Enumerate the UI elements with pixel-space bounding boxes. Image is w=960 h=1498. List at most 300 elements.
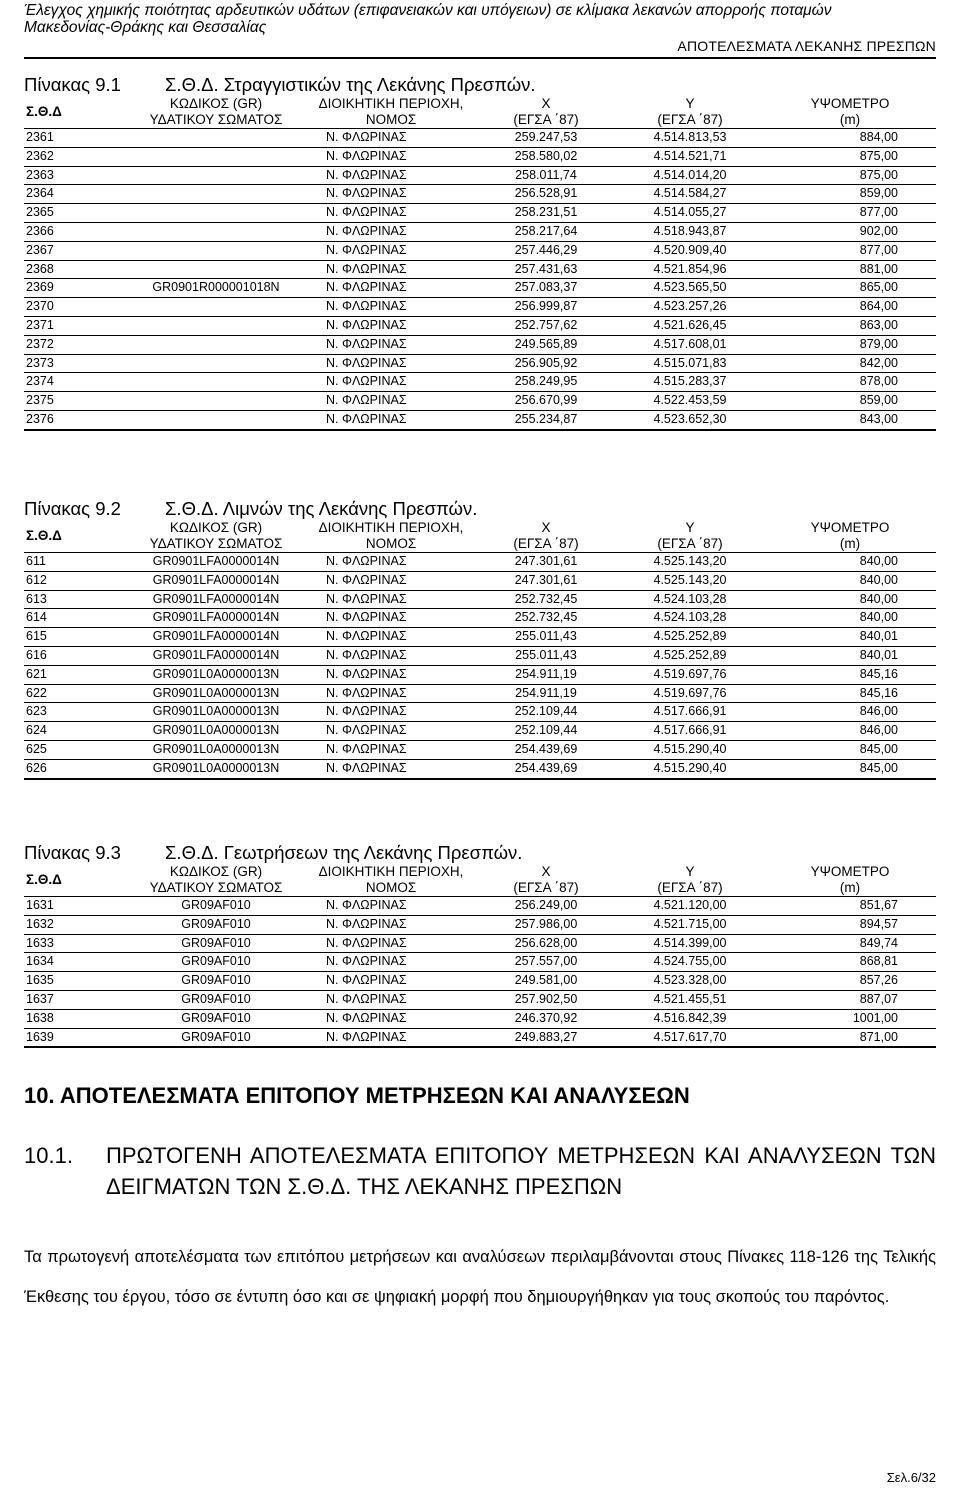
cell-altitude: 875,00 bbox=[859, 148, 898, 163]
cell-altitude: 849,74 bbox=[859, 935, 898, 950]
cell-x: 258.217,64 bbox=[514, 223, 578, 238]
cell-station: 2369 bbox=[26, 280, 54, 295]
table-caption-text: Σ.Θ.Δ. Στραγγιστικών της Λεκάνης Πρεσπών. bbox=[165, 74, 536, 95]
table-row bbox=[24, 185, 936, 204]
cell-region: Ν. ΦΛΩΡΙΝΑΣ bbox=[326, 741, 407, 756]
cell-region: Ν. ΦΛΩΡΙΝΑΣ bbox=[326, 411, 407, 426]
table-row bbox=[24, 410, 936, 429]
subsection-title: ΠΡΩΤΟΓΕΝΗ ΑΠΟΤΕΛΕΣΜΑΤΑ ΕΠΙΤΟΠΟΥ ΜΕΤΡΗΣΕΩΝ ΚΑΙ ΑΝΑΛΥΣΕΩΝ ΤΩΝ ΔΕΙΓΜΑΤΩΝ ΤΩΝ Σ.Θ.Δ. ΤΗΣ ΛΕΚΑΝΗΣ ΠΡΕΣΠΩΝ bbox=[106, 1143, 936, 1199]
cell-station: 2363 bbox=[26, 167, 54, 182]
cell-code: GR09AF010 bbox=[181, 1010, 251, 1025]
stations-table-lakes bbox=[24, 520, 936, 780]
cell-x: 256.249,00 bbox=[514, 898, 578, 912]
cell-y: 4.525.252,89 bbox=[653, 629, 727, 644]
cell-region: Ν. ΦΛΩΡΙΝΑΣ bbox=[326, 610, 407, 625]
cell-y: 4.519.697,76 bbox=[653, 666, 727, 681]
cell-station: 625 bbox=[26, 741, 47, 756]
cell-altitude: 851,67 bbox=[859, 898, 898, 912]
table-row bbox=[24, 972, 936, 991]
cell-x: 252.109,44 bbox=[514, 723, 578, 738]
table-caption bbox=[24, 74, 936, 96]
cell-region: Ν. ΦΛΩΡΙΝΑΣ bbox=[326, 223, 407, 238]
cell-altitude: 864,00 bbox=[859, 299, 898, 314]
cell-y: 4.517.617,70 bbox=[653, 1029, 727, 1044]
cell-y: 4.515.283,37 bbox=[653, 374, 727, 389]
cell-altitude: 842,00 bbox=[859, 355, 898, 370]
cell-x: 256.670,99 bbox=[514, 393, 578, 408]
column-header-code bbox=[126, 520, 306, 553]
cell-y: 4.525.143,20 bbox=[653, 572, 727, 587]
cell-station: 2371 bbox=[26, 317, 54, 332]
table-row bbox=[24, 316, 936, 335]
cell-altitude: 878,00 bbox=[859, 374, 898, 389]
document-header-subtitle: Μακεδονίας-Θράκης και Θεσσαλίας bbox=[24, 19, 267, 36]
cell-altitude: 840,01 bbox=[859, 647, 898, 662]
table-row bbox=[24, 934, 936, 953]
cell-code bbox=[126, 222, 306, 241]
cell-y: 4.524.755,00 bbox=[653, 954, 727, 969]
cell-y: 4.514.521,71 bbox=[653, 148, 727, 163]
header-line: X bbox=[541, 520, 551, 535]
column-header-x bbox=[476, 520, 616, 553]
cell-station: 622 bbox=[26, 685, 47, 700]
header-line: ΝΟΜΟΣ bbox=[365, 880, 417, 895]
column-header-code bbox=[126, 864, 306, 897]
cell-altitude: 884,00 bbox=[859, 130, 898, 144]
column-header-altitude bbox=[764, 520, 936, 553]
header-line: Σ.Θ.Δ bbox=[26, 104, 62, 119]
cell-altitude: 846,00 bbox=[859, 704, 898, 719]
cell-altitude: 865,00 bbox=[859, 280, 898, 295]
cell-altitude: 840,00 bbox=[859, 554, 898, 568]
body-paragraph: Τα πρωτογενή αποτελέσματα των επιτόπου μετρήσεων και αναλύσεων περιλαμβάνονται στους Πίνακες 118-126 της Τελικής Έκθεσης του έργου, τόσο σε έντυπη όσο και σε ψηφιακή μορφή που δημιουργήθηκαν για τους σκοπούς του παρόντος. bbox=[24, 1248, 936, 1306]
cell-y: 4.515.290,40 bbox=[653, 741, 727, 756]
cell-y: 4.518.943,87 bbox=[653, 223, 727, 238]
cell-region: Ν. ΦΛΩΡΙΝΑΣ bbox=[326, 1029, 407, 1044]
table-row bbox=[24, 628, 936, 647]
cell-code bbox=[126, 185, 306, 204]
header-line: ΔΙΟΙΚΗΤΙΚΗ ΠΕΡΙΟΧΗ, bbox=[318, 520, 464, 535]
cell-station: 2374 bbox=[26, 374, 54, 389]
table-row bbox=[24, 665, 936, 684]
cell-code: GR09AF010 bbox=[181, 991, 251, 1006]
header-line: ΚΩΔΙΚΟΣ (GR) bbox=[169, 864, 263, 879]
document-header-title: Έλεγχος χημικής ποιότητας αρδευτικών υδάτων (επιφανειακών και υπόγειων) σε κλίμακα λεκανών απορροής ποταμών bbox=[24, 2, 832, 19]
column-header-y bbox=[616, 96, 764, 129]
table-row bbox=[24, 990, 936, 1009]
table-row bbox=[24, 759, 936, 778]
table-number: Πίνακας 9.3 bbox=[24, 842, 121, 863]
cell-x: 257.446,29 bbox=[514, 242, 578, 257]
header-line: Σ.Θ.Δ bbox=[26, 528, 62, 543]
cell-code: GR0901LFA0000014N bbox=[152, 610, 280, 625]
cell-y: 4.523.257,26 bbox=[653, 299, 727, 314]
cell-region: Ν. ΦΛΩΡΙΝΑΣ bbox=[326, 935, 407, 950]
cell-y: 4.514.014,20 bbox=[653, 167, 727, 182]
cell-x: 256.628,00 bbox=[514, 935, 578, 950]
cell-y: 4.524.103,28 bbox=[653, 610, 727, 625]
subsection-heading bbox=[24, 1140, 936, 1199]
cell-altitude: 843,00 bbox=[859, 411, 898, 426]
cell-x: 249.883,27 bbox=[514, 1029, 578, 1044]
cell-altitude: 845,00 bbox=[859, 760, 898, 775]
column-header-altitude bbox=[764, 96, 936, 129]
cell-station: 614 bbox=[26, 610, 47, 625]
cell-station: 2367 bbox=[26, 242, 54, 257]
cell-x: 258.580,02 bbox=[514, 148, 578, 163]
column-header-x bbox=[476, 96, 616, 129]
cell-region: Ν. ΦΛΩΡΙΝΑΣ bbox=[326, 167, 407, 182]
cell-station: 624 bbox=[26, 723, 47, 738]
header-rule bbox=[24, 57, 936, 59]
table-row bbox=[24, 915, 936, 934]
table-row bbox=[24, 166, 936, 185]
cell-station: 2370 bbox=[26, 299, 54, 314]
table-row bbox=[24, 335, 936, 354]
table-row bbox=[24, 222, 936, 241]
cell-y: 4.514.399,00 bbox=[653, 935, 727, 950]
table-header-row bbox=[24, 96, 936, 129]
header-line: ΥΨΟΜΕΤΡΟ bbox=[810, 520, 890, 535]
table-row bbox=[24, 703, 936, 722]
cell-y: 4.523.652,30 bbox=[653, 411, 727, 426]
cell-altitude: 859,00 bbox=[859, 393, 898, 408]
cell-station: 2362 bbox=[26, 148, 54, 163]
cell-code: GR09AF010 bbox=[181, 973, 251, 988]
cell-code: GR09AF010 bbox=[181, 898, 251, 912]
cell-region: Ν. ΦΛΩΡΙΝΑΣ bbox=[326, 685, 407, 700]
table-row bbox=[24, 241, 936, 260]
table-row bbox=[24, 897, 936, 916]
cell-altitude: 857,26 bbox=[859, 973, 898, 988]
cell-region: Ν. ΦΛΩΡΙΝΑΣ bbox=[326, 317, 407, 332]
table-row bbox=[24, 260, 936, 279]
header-line: ΥΔΑΤΙΚΟΥ ΣΩΜΑΤΟΣ bbox=[149, 112, 283, 127]
cell-code: GR0901LFA0000014N bbox=[152, 647, 280, 662]
cell-y: 4.514.055,27 bbox=[653, 205, 727, 220]
header-line: ΥΔΑΤΙΚΟΥ ΣΩΜΑΤΟΣ bbox=[149, 536, 283, 551]
column-header-station bbox=[24, 520, 126, 553]
cell-station: 616 bbox=[26, 647, 47, 662]
cell-x: 258.231,51 bbox=[514, 205, 578, 220]
header-line: ΚΩΔΙΚΟΣ (GR) bbox=[169, 520, 263, 535]
cell-x: 255.011,43 bbox=[515, 647, 577, 662]
cell-station: 2375 bbox=[26, 393, 54, 408]
cell-y: 4.525.143,20 bbox=[653, 554, 727, 568]
header-line: (ΕΓΣΑ ΄87) bbox=[513, 536, 579, 551]
cell-x: 252.109,44 bbox=[514, 704, 578, 719]
cell-altitude: 859,00 bbox=[859, 186, 898, 201]
cell-station: 2368 bbox=[26, 261, 54, 276]
column-header-y bbox=[616, 864, 764, 897]
column-header-region bbox=[306, 96, 476, 129]
cell-code: GR0901LFA0000014N bbox=[152, 554, 280, 568]
cell-x: 257.431,63 bbox=[514, 261, 578, 276]
cell-region: Ν. ΦΛΩΡΙΝΑΣ bbox=[326, 916, 407, 931]
cell-region: Ν. ΦΛΩΡΙΝΑΣ bbox=[326, 148, 407, 163]
cell-region: Ν. ΦΛΩΡΙΝΑΣ bbox=[326, 205, 407, 220]
cell-y: 4.517.666,91 bbox=[653, 723, 727, 738]
cell-altitude: 840,00 bbox=[859, 610, 898, 625]
column-header-x bbox=[476, 864, 616, 897]
header-line: (ΕΓΣΑ ΄87) bbox=[513, 112, 579, 127]
table-row bbox=[24, 354, 936, 373]
cell-code bbox=[126, 335, 306, 354]
header-line: Y bbox=[685, 520, 695, 535]
header-line: ΥΨΟΜΕΤΡΟ bbox=[810, 864, 890, 879]
cell-station: 621 bbox=[26, 666, 47, 681]
table-row bbox=[24, 571, 936, 590]
cell-altitude: 881,00 bbox=[859, 261, 898, 276]
table-row bbox=[24, 1009, 936, 1028]
cell-code bbox=[126, 316, 306, 335]
table-row bbox=[24, 722, 936, 741]
table-row bbox=[24, 392, 936, 411]
header-line: (m) bbox=[839, 880, 861, 895]
table-row bbox=[24, 684, 936, 703]
cell-region: Ν. ΦΛΩΡΙΝΑΣ bbox=[326, 374, 407, 389]
cell-station: 1632 bbox=[26, 916, 54, 931]
cell-code: GR0901LFA0000014N bbox=[152, 629, 280, 644]
cell-altitude: 846,00 bbox=[859, 723, 898, 738]
cell-y: 4.524.103,28 bbox=[653, 591, 727, 606]
table-section-9-3 bbox=[24, 842, 936, 1048]
cell-altitude: 879,00 bbox=[859, 336, 898, 351]
cell-y: 4.521.715,00 bbox=[653, 916, 727, 931]
header-line: Y bbox=[685, 96, 695, 111]
cell-code: GR09AF010 bbox=[181, 1029, 251, 1044]
cell-code bbox=[126, 147, 306, 166]
cell-x: 247.301,61 bbox=[514, 572, 578, 587]
header-line: ΝΟΜΟΣ bbox=[365, 112, 417, 127]
cell-station: 1634 bbox=[26, 954, 54, 969]
cell-region: Ν. ΦΛΩΡΙΝΑΣ bbox=[326, 186, 407, 201]
cell-region: Ν. ΦΛΩΡΙΝΑΣ bbox=[326, 554, 407, 568]
cell-region: Ν. ΦΛΩΡΙΝΑΣ bbox=[326, 647, 407, 662]
table-caption bbox=[24, 842, 936, 864]
cell-code bbox=[126, 204, 306, 223]
table-number: Πίνακας 9.1 bbox=[24, 74, 121, 95]
table-row bbox=[24, 129, 936, 148]
cell-altitude: 845,00 bbox=[859, 741, 898, 756]
table-header-row bbox=[24, 864, 936, 897]
cell-altitude: 1001,00 bbox=[852, 1010, 898, 1025]
table-row bbox=[24, 609, 936, 628]
column-header-station bbox=[24, 96, 126, 129]
cell-code: GR0901LFA0000014N bbox=[152, 591, 280, 606]
cell-station: 2372 bbox=[26, 336, 54, 351]
cell-x: 249.581,00 bbox=[514, 973, 578, 988]
cell-station: 2365 bbox=[26, 205, 54, 220]
cell-y: 4.523.328,00 bbox=[653, 973, 727, 988]
header-line: ΥΨΟΜΕΤΡΟ bbox=[810, 96, 890, 111]
table-number: Πίνακας 9.2 bbox=[24, 498, 121, 519]
cell-code: GR09AF010 bbox=[181, 935, 251, 950]
header-line: (ΕΓΣΑ ΄87) bbox=[657, 112, 723, 127]
cell-x: 252.757,62 bbox=[514, 317, 578, 332]
cell-region: Ν. ΦΛΩΡΙΝΑΣ bbox=[326, 355, 407, 370]
cell-region: Ν. ΦΛΩΡΙΝΑΣ bbox=[326, 1010, 407, 1025]
cell-code bbox=[126, 392, 306, 411]
header-line: X bbox=[541, 864, 551, 879]
cell-station: 613 bbox=[26, 591, 47, 606]
header-line: ΔΙΟΙΚΗΤΙΚΗ ΠΕΡΙΟΧΗ, bbox=[318, 96, 464, 111]
cell-x: 254.439,69 bbox=[514, 760, 578, 775]
cell-region: Ν. ΦΛΩΡΙΝΑΣ bbox=[326, 954, 407, 969]
cell-station: 1633 bbox=[26, 935, 54, 950]
cell-code bbox=[126, 373, 306, 392]
table-row bbox=[24, 147, 936, 166]
cell-x: 255.234,87 bbox=[514, 411, 578, 426]
cell-y: 4.525.252,89 bbox=[653, 647, 727, 662]
cell-region: Ν. ΦΛΩΡΙΝΑΣ bbox=[326, 704, 407, 719]
cell-altitude: 840,00 bbox=[859, 591, 898, 606]
cell-x: 256.999,87 bbox=[514, 299, 578, 314]
cell-y: 4.521.120,00 bbox=[653, 898, 727, 912]
column-header-code bbox=[126, 96, 306, 129]
cell-altitude: 840,00 bbox=[859, 572, 898, 587]
table-row bbox=[24, 373, 936, 392]
cell-y: 4.519.697,76 bbox=[653, 685, 727, 700]
header-line: ΝΟΜΟΣ bbox=[365, 536, 417, 551]
cell-altitude: 894,57 bbox=[859, 916, 898, 931]
cell-x: 257.986,00 bbox=[514, 916, 578, 931]
cell-code: GR0901L0A0000013N bbox=[152, 666, 280, 681]
cell-station: 615 bbox=[26, 629, 47, 644]
column-header-y bbox=[616, 520, 764, 553]
cell-y: 4.520.909,40 bbox=[653, 242, 727, 257]
table-row bbox=[24, 1028, 936, 1047]
cell-x: 258.249,95 bbox=[514, 374, 578, 389]
cell-y: 4.517.666,91 bbox=[653, 704, 727, 719]
cell-y: 4.517.608,01 bbox=[653, 336, 727, 351]
cell-x: 254.439,69 bbox=[514, 741, 578, 756]
cell-x: 247.301,61 bbox=[514, 554, 578, 568]
cell-x: 259.247,53 bbox=[514, 130, 578, 144]
cell-region: Ν. ΦΛΩΡΙΝΑΣ bbox=[326, 130, 407, 144]
cell-x: 257.902,50 bbox=[514, 991, 578, 1006]
cell-x: 254.911,19 bbox=[515, 666, 577, 681]
column-header-region bbox=[306, 520, 476, 553]
cell-region: Ν. ΦΛΩΡΙΝΑΣ bbox=[326, 991, 407, 1006]
document-header-section: ΑΠΟΤΕΛΕΣΜΑΤΑ ΛΕΚΑΝΗΣ ΠΡΕΣΠΩΝ bbox=[677, 38, 936, 54]
header-line: (ΕΓΣΑ ΄87) bbox=[657, 536, 723, 551]
cell-station: 1635 bbox=[26, 973, 54, 988]
cell-code: GR09AF010 bbox=[181, 916, 251, 931]
cell-x: 256.528,91 bbox=[514, 186, 578, 201]
cell-altitude: 845,16 bbox=[859, 685, 898, 700]
table-row bbox=[24, 553, 936, 572]
column-header-altitude bbox=[764, 864, 936, 897]
cell-station: 1631 bbox=[26, 898, 54, 912]
table-caption bbox=[24, 498, 936, 520]
cell-x: 257.083,37 bbox=[514, 280, 578, 295]
header-line: ΔΙΟΙΚΗΤΙΚΗ ΠΕΡΙΟΧΗ, bbox=[318, 864, 464, 879]
cell-code bbox=[126, 129, 306, 148]
cell-y: 4.515.290,40 bbox=[653, 760, 727, 775]
header-line: (m) bbox=[839, 112, 861, 127]
cell-altitude: 871,00 bbox=[859, 1029, 898, 1044]
cell-x: 254.911,19 bbox=[515, 685, 577, 700]
cell-station: 2361 bbox=[26, 130, 54, 144]
cell-altitude: 875,00 bbox=[859, 167, 898, 182]
stations-table-drainage bbox=[24, 96, 936, 431]
cell-altitude: 887,07 bbox=[859, 991, 898, 1006]
cell-station: 1637 bbox=[26, 991, 54, 1006]
header-line: Σ.Θ.Δ bbox=[26, 872, 62, 887]
cell-y: 4.514.584,27 bbox=[653, 186, 727, 201]
cell-region: Ν. ΦΛΩΡΙΝΑΣ bbox=[326, 723, 407, 738]
cell-altitude: 845,16 bbox=[859, 666, 898, 681]
header-line: ΥΔΑΤΙΚΟΥ ΣΩΜΑΤΟΣ bbox=[149, 880, 283, 895]
cell-region: Ν. ΦΛΩΡΙΝΑΣ bbox=[326, 572, 407, 587]
column-header-region bbox=[306, 864, 476, 897]
cell-region: Ν. ΦΛΩΡΙΝΑΣ bbox=[326, 299, 407, 314]
cell-region: Ν. ΦΛΩΡΙΝΑΣ bbox=[326, 760, 407, 775]
cell-y: 4.522.453,59 bbox=[653, 393, 727, 408]
table-row bbox=[24, 590, 936, 609]
cell-y: 4.521.626,45 bbox=[653, 317, 727, 332]
page-number: Σελ.6/32 bbox=[886, 1470, 936, 1485]
table-row bbox=[24, 204, 936, 223]
cell-code bbox=[126, 241, 306, 260]
cell-region: Ν. ΦΛΩΡΙΝΑΣ bbox=[326, 629, 407, 644]
cell-region: Ν. ΦΛΩΡΙΝΑΣ bbox=[326, 242, 407, 257]
subsection-number: 10.1. bbox=[24, 1143, 73, 1168]
cell-station: 2364 bbox=[26, 186, 54, 201]
cell-altitude: 877,00 bbox=[859, 205, 898, 220]
header-line: ΚΩΔΙΚΟΣ (GR) bbox=[169, 96, 263, 111]
cell-altitude: 863,00 bbox=[859, 317, 898, 332]
cell-code: GR0901L0A0000013N bbox=[152, 760, 280, 775]
cell-region: Ν. ΦΛΩΡΙΝΑΣ bbox=[326, 393, 407, 408]
table-row bbox=[24, 953, 936, 972]
table-caption-text: Σ.Θ.Δ. Λιμνών της Λεκάνης Πρεσπών. bbox=[165, 498, 478, 519]
cell-code bbox=[126, 166, 306, 185]
cell-code bbox=[126, 298, 306, 317]
section-heading: 10. ΑΠΟΤΕΛΕΣΜΑΤΑ ΕΠΙΤΟΠΟΥ ΜΕΤΡΗΣΕΩΝ ΚΑΙ ΑΝΑΛΥΣΕΩΝ bbox=[24, 1083, 690, 1108]
cell-x: 246.370,92 bbox=[514, 1010, 578, 1025]
cell-code: GR0901R000001018N bbox=[152, 280, 280, 295]
cell-station: 2376 bbox=[26, 411, 54, 426]
cell-region: Ν. ΦΛΩΡΙΝΑΣ bbox=[326, 261, 407, 276]
table-row bbox=[24, 646, 936, 665]
table-section-9-2 bbox=[24, 498, 936, 780]
cell-x: 249.565,89 bbox=[514, 336, 578, 351]
header-line: (ΕΓΣΑ ΄87) bbox=[513, 880, 579, 895]
cell-region: Ν. ΦΛΩΡΙΝΑΣ bbox=[326, 336, 407, 351]
cell-station: 1639 bbox=[26, 1029, 54, 1044]
cell-x: 256.905,92 bbox=[514, 355, 578, 370]
cell-code: GR0901L0A0000013N bbox=[152, 723, 280, 738]
cell-altitude: 840,01 bbox=[859, 629, 898, 644]
cell-y: 4.514.813,53 bbox=[653, 130, 727, 144]
cell-code: GR0901L0A0000013N bbox=[152, 685, 280, 700]
cell-y: 4.515.071,83 bbox=[653, 355, 727, 370]
cell-station: 626 bbox=[26, 760, 47, 775]
cell-altitude: 868,81 bbox=[859, 954, 898, 969]
table-row bbox=[24, 298, 936, 317]
cell-code bbox=[126, 260, 306, 279]
cell-code: GR0901L0A0000013N bbox=[152, 704, 280, 719]
cell-y: 4.523.565,50 bbox=[653, 280, 727, 295]
cell-station: 2366 bbox=[26, 223, 54, 238]
cell-code bbox=[126, 410, 306, 429]
cell-code: GR09AF010 bbox=[181, 954, 251, 969]
cell-region: Ν. ΦΛΩΡΙΝΑΣ bbox=[326, 973, 407, 988]
header-line: (ΕΓΣΑ ΄87) bbox=[657, 880, 723, 895]
cell-code bbox=[126, 354, 306, 373]
